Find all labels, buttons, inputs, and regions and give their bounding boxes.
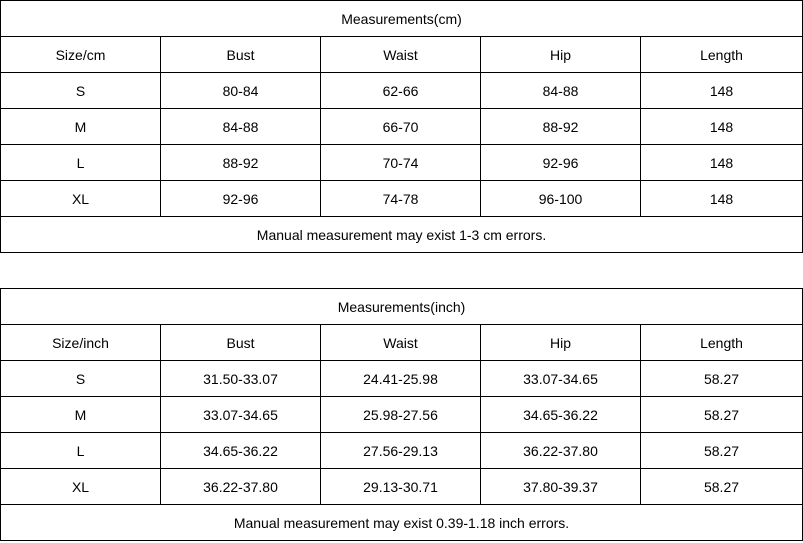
cell-length: 58.27 bbox=[641, 361, 803, 397]
cell-size: XL bbox=[1, 469, 161, 505]
table-row bbox=[1, 73, 803, 109]
header-hip: Hip bbox=[481, 325, 641, 361]
cell-length: 148 bbox=[641, 73, 803, 109]
cell-bust: 80-84 bbox=[161, 73, 321, 109]
table-title: Measurements(inch) bbox=[1, 289, 803, 325]
cell-bust: 84-88 bbox=[161, 109, 321, 145]
cell-length: 148 bbox=[641, 109, 803, 145]
cell-length: 58.27 bbox=[641, 469, 803, 505]
cell-bust: 34.65-36.22 bbox=[161, 433, 321, 469]
table-row bbox=[1, 433, 803, 469]
cell-bust: 31.50-33.07 bbox=[161, 361, 321, 397]
cell-hip: 36.22-37.80 bbox=[481, 433, 641, 469]
cell-waist: 25.98-27.56 bbox=[321, 397, 481, 433]
cell-waist: 74-78 bbox=[321, 181, 481, 217]
table-header-row bbox=[1, 325, 803, 361]
cell-waist: 27.56-29.13 bbox=[321, 433, 481, 469]
cell-bust: 92-96 bbox=[161, 181, 321, 217]
header-bust: Bust bbox=[161, 325, 321, 361]
table-title-row bbox=[1, 289, 803, 325]
header-bust: Bust bbox=[161, 37, 321, 73]
cell-hip: 37.80-39.37 bbox=[481, 469, 641, 505]
cell-length: 58.27 bbox=[641, 397, 803, 433]
cell-size: M bbox=[1, 109, 161, 145]
cell-length: 148 bbox=[641, 145, 803, 181]
cell-waist: 66-70 bbox=[321, 109, 481, 145]
table-row bbox=[1, 361, 803, 397]
header-size: Size/inch bbox=[1, 325, 161, 361]
cell-hip: 33.07-34.65 bbox=[481, 361, 641, 397]
table-header-row bbox=[1, 37, 803, 73]
cell-length: 58.27 bbox=[641, 433, 803, 469]
cell-hip: 92-96 bbox=[481, 145, 641, 181]
table-note-row bbox=[1, 505, 803, 541]
cell-hip: 34.65-36.22 bbox=[481, 397, 641, 433]
table-title: Measurements(cm) bbox=[1, 1, 803, 37]
header-hip: Hip bbox=[481, 37, 641, 73]
cell-hip: 88-92 bbox=[481, 109, 641, 145]
table-row bbox=[1, 181, 803, 217]
cell-hip: 84-88 bbox=[481, 73, 641, 109]
cell-size: L bbox=[1, 433, 161, 469]
table-title-row bbox=[1, 1, 803, 37]
cell-waist: 62-66 bbox=[321, 73, 481, 109]
cell-hip: 96-100 bbox=[481, 181, 641, 217]
header-waist: Waist bbox=[321, 325, 481, 361]
cell-bust: 33.07-34.65 bbox=[161, 397, 321, 433]
cell-size: M bbox=[1, 397, 161, 433]
header-size: Size/cm bbox=[1, 37, 161, 73]
cell-size: XL bbox=[1, 181, 161, 217]
header-length: Length bbox=[641, 325, 803, 361]
table-note: Manual measurement may exist 1-3 cm errors. bbox=[1, 217, 803, 253]
cell-waist: 24.41-25.98 bbox=[321, 361, 481, 397]
table-note-row bbox=[1, 217, 803, 253]
cell-length: 148 bbox=[641, 181, 803, 217]
cell-size: L bbox=[1, 145, 161, 181]
cell-size: S bbox=[1, 361, 161, 397]
table-row bbox=[1, 397, 803, 433]
cell-waist: 70-74 bbox=[321, 145, 481, 181]
table-note: Manual measurement may exist 0.39-1.18 inch errors. bbox=[1, 505, 803, 541]
cell-bust: 88-92 bbox=[161, 145, 321, 181]
measurements-cm-table bbox=[0, 0, 803, 253]
measurements-inch-table bbox=[0, 288, 803, 541]
header-length: Length bbox=[641, 37, 803, 73]
table-row bbox=[1, 469, 803, 505]
header-waist: Waist bbox=[321, 37, 481, 73]
cell-waist: 29.13-30.71 bbox=[321, 469, 481, 505]
table-row bbox=[1, 145, 803, 181]
cell-size: S bbox=[1, 73, 161, 109]
cell-bust: 36.22-37.80 bbox=[161, 469, 321, 505]
table-row bbox=[1, 109, 803, 145]
